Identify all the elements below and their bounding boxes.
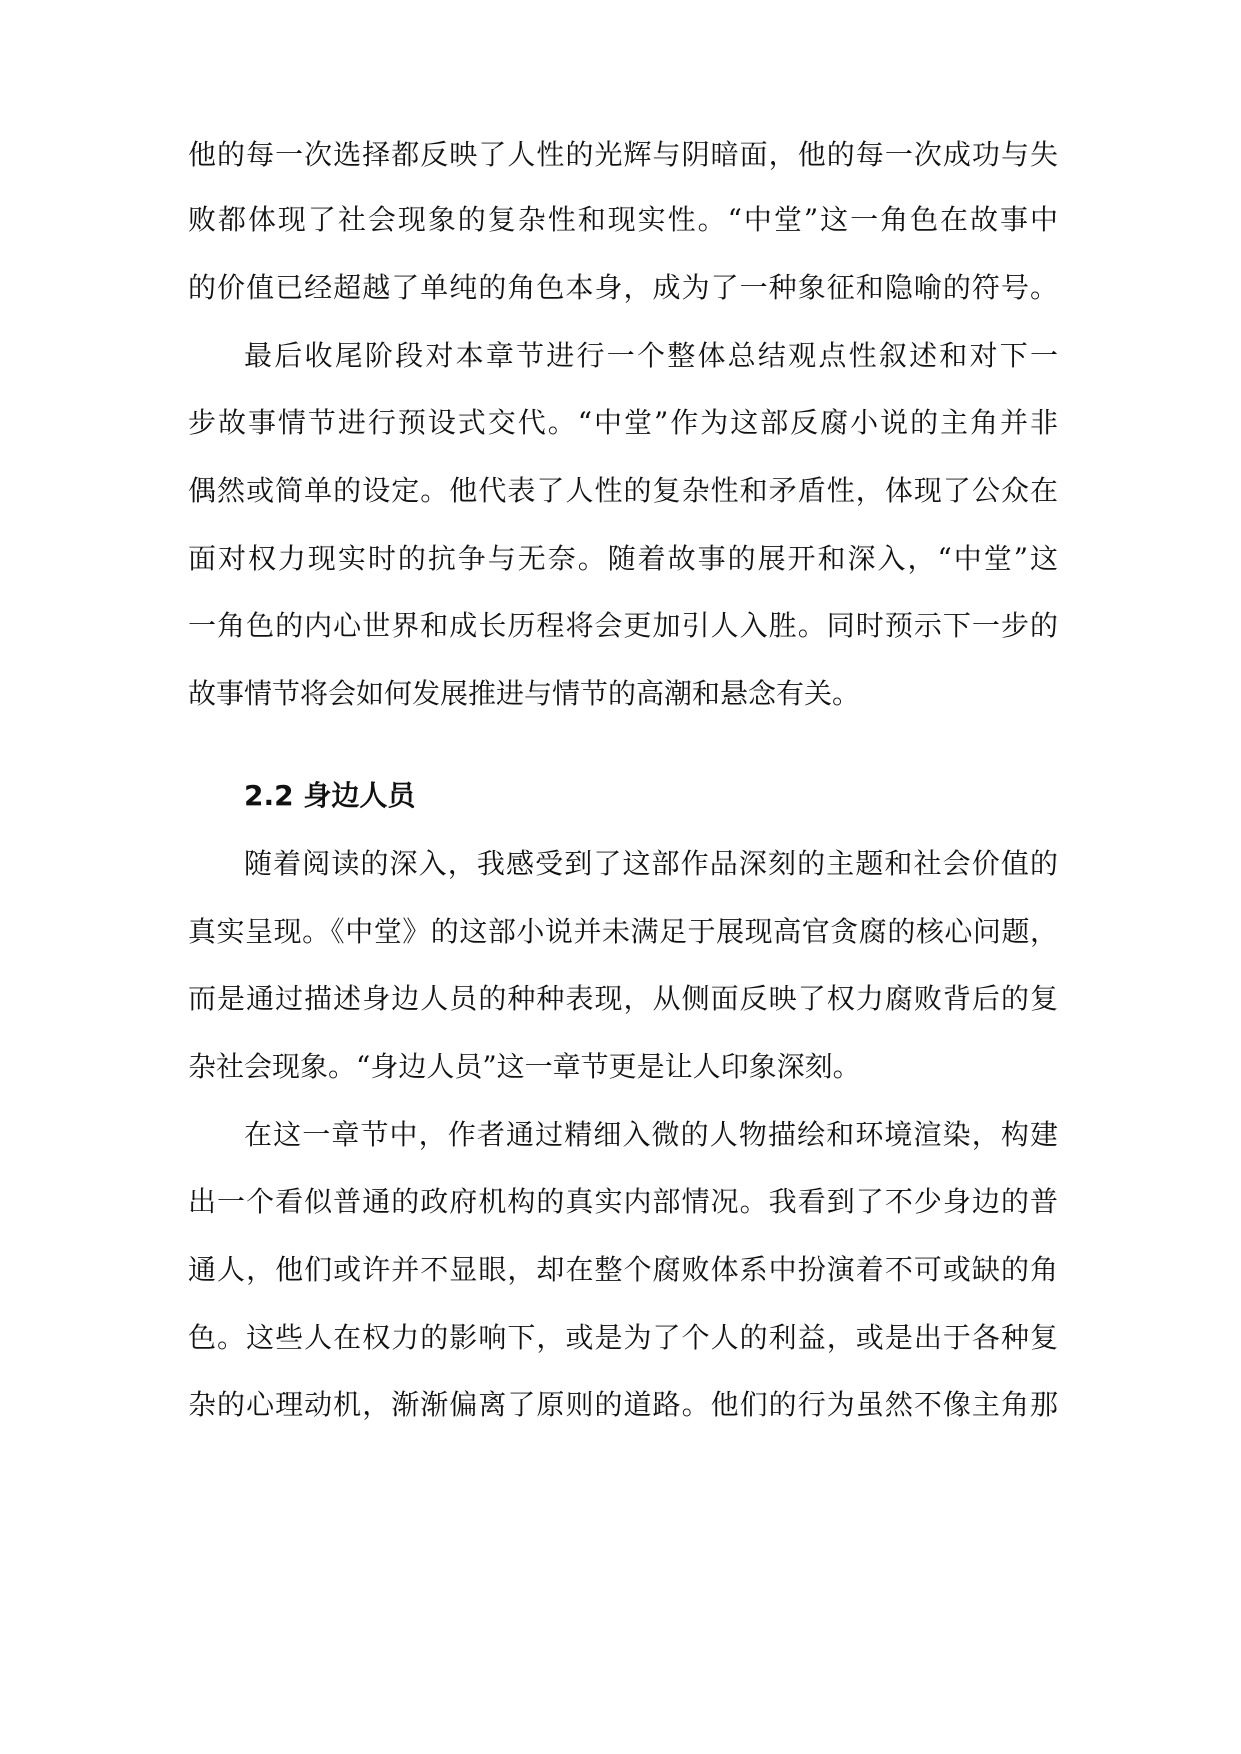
section-paragraph-1-line-2: 真实呈现。《中堂》的这部小说并未满足于展现高官贪腐的核心问题，	[188, 915, 1058, 948]
paragraph-2-line-6: 故事情节将会如何发展推进与情节的高潮和悬念有关。	[188, 677, 861, 710]
paragraph-2-line-3: 偶然或简单的设定。他代表了人性的复杂性和矛盾性，体现了公众在	[188, 474, 1058, 507]
section-paragraph-2-line-2: 出一个看似普通的政府机构的真实内部情况。我看到了不少身边的普	[188, 1185, 1058, 1218]
section-paragraph-2-line-5: 杂的心理动机，渐渐偏离了原则的道路。他们的行为虽然不像主角那	[188, 1388, 1058, 1421]
paragraph-1-line-1: 他的每一次选择都反映了人性的光辉与阴暗面，他的每一次成功与失	[188, 138, 1058, 171]
paragraph-2-line-2: 步故事情节进行预设式交代。“中堂”作为这部反腐小说的主角并非	[188, 406, 1058, 439]
section-paragraph-2-line-1: 在这一章节中，作者通过精细入微的人物描绘和环境渲染，构建	[244, 1118, 1058, 1151]
paragraph-2-line-1: 最后收尾阶段对本章节进行一个整体总结观点性叙述和对下一	[244, 339, 1058, 372]
section-paragraph-1-line-3: 而是通过描述身边人员的种种表现，从侧面反映了权力腐败背后的复	[188, 982, 1058, 1015]
paragraph-1-line-3: 的价值已经超越了单纯的角色本身，成为了一种象征和隐喻的符号。	[188, 271, 1058, 304]
section-paragraph-1-line-4: 杂社会现象。“身边人员”这一章节更是让人印象深刻。	[188, 1050, 861, 1083]
paragraph-1-line-2: 败都体现了社会现象的复杂性和现实性。“中堂”这一角色在故事中	[188, 203, 1058, 236]
section-heading: 2.2 身边人员	[244, 779, 416, 812]
section-paragraph-2-line-4: 色。这些人在权力的影响下，或是为了个人的利益，或是出于各种复	[188, 1321, 1058, 1354]
paragraph-2-line-5: 一角色的内心世界和成长历程将会更加引人入胜。同时预示下一步的	[188, 609, 1058, 642]
section-paragraph-1-line-1: 随着阅读的深入，我感受到了这部作品深刻的主题和社会价值的	[244, 847, 1058, 880]
section-paragraph-2-line-3: 通人，他们或许并不显眼，却在整个腐败体系中扮演着不可或缺的角	[188, 1253, 1058, 1286]
paragraph-2-line-4: 面对权力现实时的抗争与无奈。随着故事的展开和深入，“中堂”这	[188, 542, 1058, 575]
